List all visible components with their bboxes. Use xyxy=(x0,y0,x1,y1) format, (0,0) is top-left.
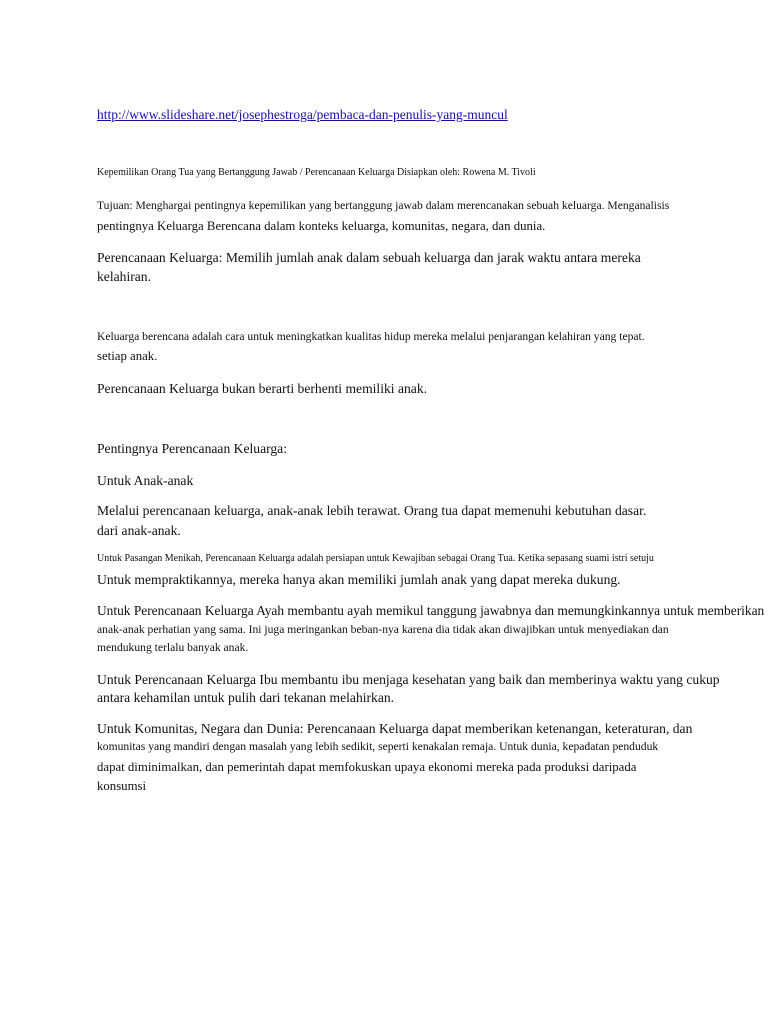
subsection-heading: Untuk Anak-anak xyxy=(97,473,194,488)
text-line: Perencanaan Keluarga bukan berarti berhenti memiliki anak. xyxy=(97,381,428,396)
text-line: Untuk Pasangan Menikah, Perencanaan Keluarga adalah persiapan untuk Kewajiban sebagai Orang Tua. Ketika sepasang suami istri setuju xyxy=(97,553,654,564)
text-line: komunitas yang mandiri dengan masalah yang lebih sedikit, seperti kenakalan remaja. Untuk dunia, kepadatan penduduk xyxy=(97,740,659,753)
text-line: Untuk Komunitas, Negara dan Dunia: Perencanaan Keluarga dapat memberikan ketenangan, keteraturan, dan xyxy=(97,721,693,736)
source-link[interactable]: http://www.slideshare.net/josephestroga/pembaca-dan-penulis-yang-muncul xyxy=(97,107,508,122)
text-line: Keluarga berencana adalah cara untuk meningkatkan kualitas hidup mereka melalui penjarangan kelahiran yang tepat. xyxy=(97,330,645,343)
text-line: anak-anak perhatian yang sama. Ini juga meringankan beban-nya karena dia tidak akan diwajibkan untuk menyediakan dan xyxy=(97,623,669,636)
text-line: dari anak-anak. xyxy=(97,523,181,538)
text-line: Untuk Perencanaan Keluarga Ayah membantu ayah memikul tanggung jawabnya dan memungkinkannya untuk memberikan xyxy=(97,603,765,618)
text-line: konsumsi xyxy=(97,779,147,793)
text-line: Untuk mempraktikannya, mereka hanya akan memiliki jumlah anak yang dapat mereka dukung. xyxy=(97,572,621,587)
text-line: Perencanaan Keluarga: Memilih jumlah anak dalam sebuah keluarga dan jarak waktu antara mereka xyxy=(97,250,641,265)
text-line: pentingnya Keluarga Berencana dalam konteks keluarga, komunitas, negara, dan dunia. xyxy=(97,219,546,233)
text-line: Untuk Perencanaan Keluarga Ibu membantu ibu menjaga kesehatan yang baik dan memberinya waktu yang cukup xyxy=(97,672,720,687)
text-line: kelahiran. xyxy=(97,269,151,284)
section-heading: Pentingnya Perencanaan Keluarga: xyxy=(97,441,287,456)
text-line: setiap anak. xyxy=(97,349,158,363)
text-line: antara kehamilan untuk pulih dari tekanan melahirkan. xyxy=(97,690,395,705)
text-line: Tujuan: Menghargai pentingnya kepemilikan yang bertanggung jawab dalam merencanakan sebuah keluarga. Menganalisis xyxy=(97,199,670,212)
text-line: dapat diminimalkan, dan pemerintah dapat memfokuskan upaya ekonomi mereka pada produksi daripada xyxy=(97,760,637,774)
text-line: Melalui perencanaan keluarga, anak-anak lebih terawat. Orang tua dapat memenuhi kebutuhan dasar. xyxy=(97,503,647,518)
text-line: mendukung terlalu banyak anak. xyxy=(97,641,249,654)
document-header: Kepemilikan Orang Tua yang Bertanggung Jawab / Perencanaan Keluarga Disiapkan oleh: Rowena M. Tivoli xyxy=(97,167,536,178)
